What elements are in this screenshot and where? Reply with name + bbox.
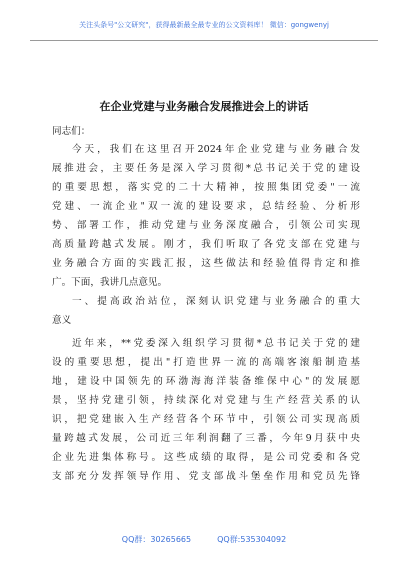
body-line: 业务融合方面的实践汇报，这些做法和经验值得肯定和推: [52, 258, 360, 269]
salutation-line: 同志们：: [52, 126, 91, 137]
body-line: 识，把党建嵌入生产经营各个环节中，引领公司实现高质: [52, 414, 360, 425]
document-title: 在企业党建与业务融合发展推进会上的讲话: [99, 100, 309, 113]
section-heading-line: 一、提高政治站位，深刻认识党建与业务融合的重大: [72, 296, 360, 307]
footer-contact: [0, 534, 408, 545]
body-line: 企业先进集体称号。这些成绩的取得，是公司党委和各党: [52, 452, 360, 463]
body-line: 设的重要思想，提出"打造世界一流的高端客滚船制造基: [52, 357, 360, 368]
body-line: 近年来，**党委深入组织学习贯彻*总书记关于党的建: [72, 338, 360, 349]
body-line: 势、部署工作，推动党建与业务深度融合，引领公司实现: [52, 220, 360, 231]
body-line: 广。下面，我讲几点意见。: [52, 277, 168, 288]
body-line: 党建、一流企业"双一流的建设要求，总结经验、分析形: [52, 201, 360, 212]
body-line: 地，建设中国领先的环渤海海洋装备维保中心"的发展愿: [52, 376, 360, 387]
qq-group-1[interactable]: QQ群：30265665: [121, 535, 192, 544]
body-line: 支部充分发挥领导作用、党支部战斗堡垒作用和党员先锋: [52, 471, 360, 482]
section-heading-line: 意义: [52, 315, 72, 326]
body-line: 的重要思想，落实党的二十大精神，按照集团党委"一流: [52, 182, 360, 193]
body-line: 今天，我们在这里召开2024年企业党建与业务融合发: [72, 144, 360, 155]
header-banner[interactable]: 关注头条号"公文研究"，获得最新最全最专业的公文资料库！ 微信：gongwenyj: [79, 21, 329, 29]
body-line: 高质量跨越式发展。刚才，我们听取了各党支部在党建与: [52, 239, 360, 250]
body-line: 景，坚持党建引领，持续深化对党建与生产经营关系的认: [52, 395, 360, 406]
body-line: 展推进会，主要任务是深入学习贯彻*总书记关于党的建设: [52, 163, 360, 174]
body-line: 量跨越式发展，公司近三年利润翻了三番，今年9月获中央: [52, 433, 360, 444]
qq-group-2[interactable]: QQ群:535304092: [217, 535, 287, 544]
header-divider: [30, 40, 378, 41]
